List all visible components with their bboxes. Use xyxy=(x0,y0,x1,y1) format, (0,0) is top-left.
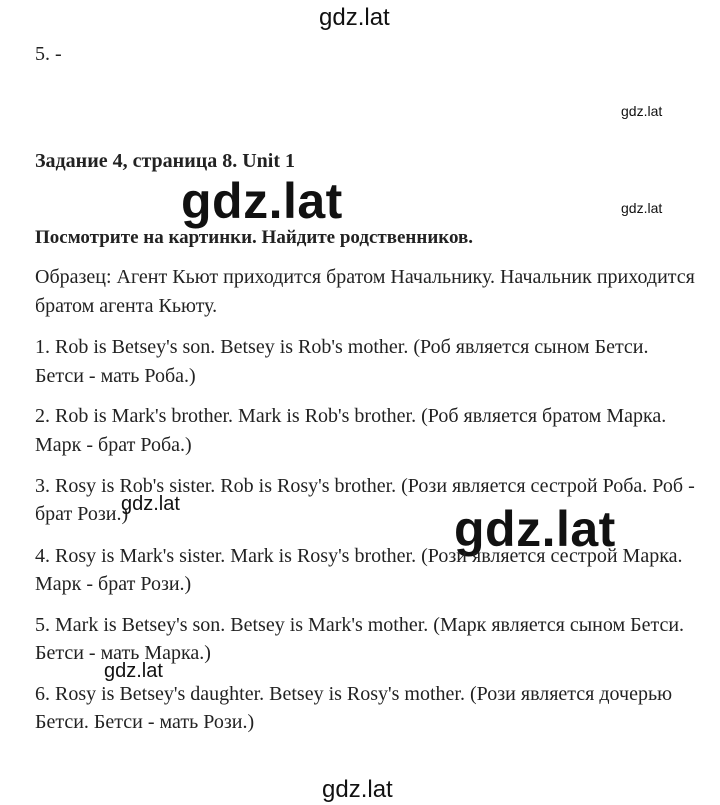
answer-1-line-1: 1. Rob is Betsey's son. Betsey is Rob's mother. (Роб является сыном Бетси. xyxy=(35,336,649,358)
answer-3-line-1: 3. Rosy is Rob's sister. Rob is Rosy's brother. (Рози является сестрой Роба. Роб - xyxy=(35,475,695,497)
answer-4-line-2: Марк - брат Рози.) xyxy=(35,573,192,595)
watermark-mid-2: gdz.lat xyxy=(104,660,163,682)
task-title: Задание 4, страница 8. Unit 1 xyxy=(35,150,296,172)
answer-5-line-2: Бетси - мать Марка.) xyxy=(35,642,211,664)
answer-4-line-1: 4. Rosy is Mark's sister. Mark is Rosy's brother. (Рози является сестрой Марка. xyxy=(35,545,683,567)
watermark-large-2: gdz.lat xyxy=(454,501,616,557)
answer-2-line-2: Марк - брат Роба.) xyxy=(35,434,192,456)
example-line-2: братом агента Кьюту. xyxy=(35,295,218,317)
answer-1-line-2: Бетси - мать Роба.) xyxy=(35,365,196,387)
example-line-1: Образец: Агент Кьют приходится братом Начальнику. Начальник приходится xyxy=(35,266,695,288)
answer-2-line-1: 2. Rob is Mark's brother. Mark is Rob's brother. (Роб является братом Марка. xyxy=(35,405,667,427)
answer-6-line-1: 6. Rosy is Betsey's daughter. Betsey is Rosy's mother. (Рози является дочерью xyxy=(35,683,673,705)
watermark-mid-1: gdz.lat xyxy=(121,493,180,515)
watermark-small-1: gdz.lat xyxy=(621,103,663,119)
watermark-bottom: gdz.lat xyxy=(322,776,393,803)
watermark-large-1: gdz.lat xyxy=(181,173,343,229)
answer-3-line-2: брат Рози.) xyxy=(35,503,129,525)
watermark-top: gdz.lat xyxy=(319,4,390,31)
answer-6-line-2: Бетси. Бетси - мать Рози.) xyxy=(35,711,255,733)
top-line: 5. - xyxy=(35,43,62,65)
instruction: Посмотрите на картинки. Найдите родственников. xyxy=(35,227,474,248)
answer-5-line-1: 5. Mark is Betsey's son. Betsey is Mark's mother. (Марк является сыном Бетси. xyxy=(35,614,685,636)
watermark-small-2: gdz.lat xyxy=(621,200,663,216)
